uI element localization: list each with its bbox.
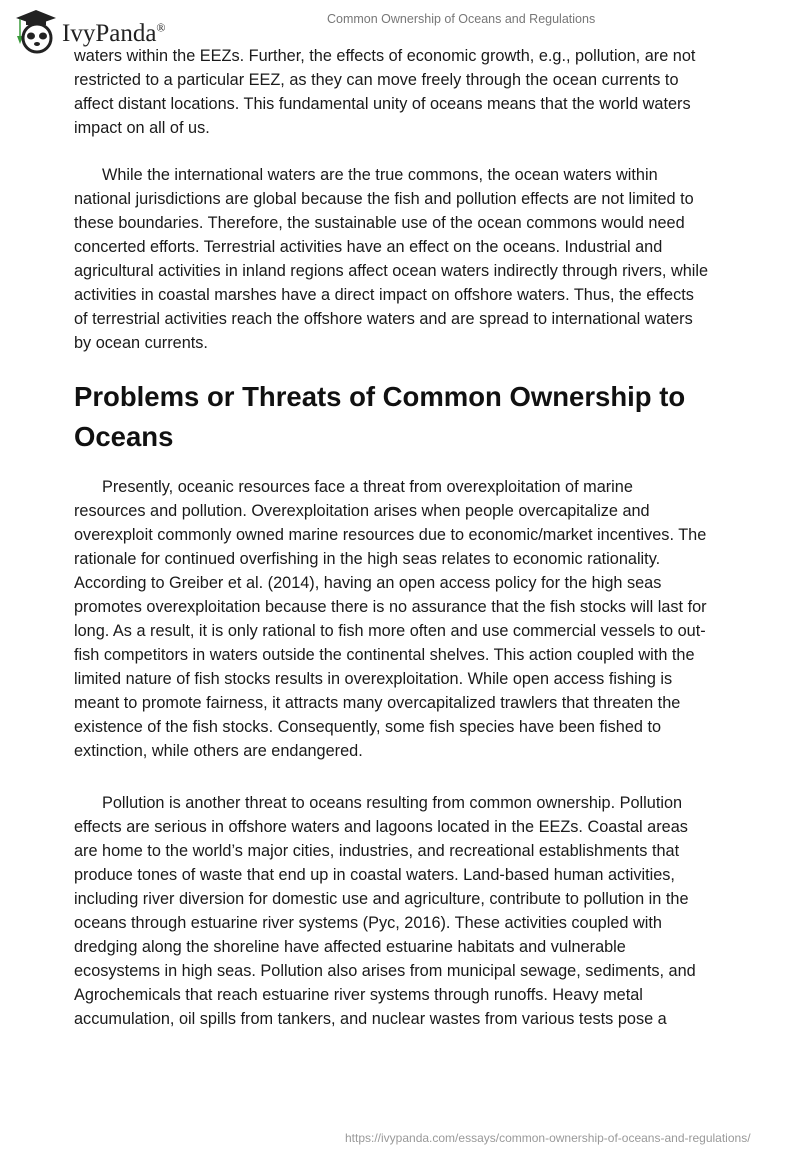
essay-content: [74, 44, 754, 1031]
text-line: affect distant locations. This fundamental unity of oceans means that the world waters: [74, 95, 691, 113]
text-line: Pollution is another threat to oceans resulting from common ownership. Pollution: [102, 794, 683, 812]
section-heading: [74, 377, 754, 457]
text-line: Presently, oceanic resources face a threat from overexploitation of marine: [102, 478, 633, 496]
brand-text: IvyPanda: [62, 20, 157, 47]
panda-graduate-icon: [12, 8, 56, 54]
text-line: limited nature of fish stocks results in overexploitation. While open access fishing is: [74, 670, 673, 688]
text-line: by ocean currents.: [74, 334, 208, 352]
text-line: effects are serious in offshore waters and lagoons located in the EEZs. Coastal areas: [74, 818, 688, 836]
text-line: long. As a result, it is only rational to fish more often and use commercial vessels to out-: [74, 622, 706, 640]
document-title: Common Ownership of Oceans and Regulations: [327, 12, 596, 26]
paragraph: [74, 44, 754, 140]
paragraph: [74, 475, 754, 763]
text-line: activities in coastal marshes have a direct impact on offshore waters. Thus, the effects: [74, 286, 694, 304]
text-line: waters within the EEZs. Further, the effects of economic growth, e.g., pollution, are not: [74, 47, 696, 65]
text-line: fish competitors in waters outside the continental shelves. This action coupled with the: [74, 646, 695, 664]
text-line: including river diversion for domestic use and agriculture, contribute to pollution in the: [74, 890, 689, 908]
text-line: are home to the world’s major cities, industries, and recreational establishments that: [74, 842, 680, 860]
text-line: ecosystems in high seas. Pollution also arises from municipal sewage, sediments, and: [74, 962, 696, 980]
heading-line: Oceans: [74, 421, 174, 452]
text-line: restricted to a particular EEZ, as they can move freely through the ocean currents to: [74, 71, 679, 89]
text-line: rationale for continued overfishing in the high seas relates to economic rationality.: [74, 550, 661, 568]
text-line: extinction, while others are endangered.: [74, 742, 363, 760]
text-line: existence of the fish stocks. Consequently, some fish species have been fished to: [74, 718, 662, 736]
text-line: While the international waters are the true commons, the ocean waters within: [102, 166, 658, 184]
text-line: oceans through estuarine river systems (Pyc, 2016). These activities coupled with: [74, 914, 662, 932]
text-line: accumulation, oil spills from tankers, and nuclear wastes from various tests pose a: [74, 1010, 667, 1028]
text-line: meant to promote fairness, it attracts many overcapitalized trawlers that threaten the: [74, 694, 681, 712]
text-line: resources and pollution. Overexploitation arises when people overcapitalize and: [74, 502, 650, 520]
text-line: overexploit commonly owned marine resources due to economic/market incentives. The: [74, 526, 707, 544]
text-line: dredging along the shoreline have affected estuarine habitats and vulnerable: [74, 938, 626, 956]
paragraph: [74, 163, 754, 355]
source-url[interactable]: https://ivypanda.com/essays/common-ownership-of-oceans-and-regulations/: [345, 1131, 751, 1145]
paragraph: [74, 791, 754, 1031]
text-line: promotes overexploitation because there is no assurance that the fish stocks will last for: [74, 598, 707, 616]
text-line: national jurisdictions are global because the fish and pollution effects are not limited to: [74, 190, 694, 208]
text-line: of terrestrial activities reach the offshore waters and are spread to international waters: [74, 310, 693, 328]
text-line: impact on all of us.: [74, 119, 210, 137]
text-line: According to Greiber et al. (2014), having an open access policy for the high seas: [74, 574, 662, 592]
text-line: these boundaries. Therefore, the sustainable use of the ocean commons would need: [74, 214, 685, 232]
heading-line: Problems or Threats of Common Ownership to: [74, 381, 686, 412]
text-line: agricultural activities in inland regions affect ocean waters indirectly through rivers, while: [74, 262, 709, 280]
text-line: Agrochemicals that reach estuarine river systems through runoffs. Heavy metal: [74, 986, 643, 1004]
text-line: concerted efforts. Terrestrial activities have an effect on the oceans. Industrial and: [74, 238, 663, 256]
text-line: produce tones of waste that end up in coastal waters. Land-based human activities,: [74, 866, 675, 884]
registered-mark: ®: [156, 20, 166, 35]
